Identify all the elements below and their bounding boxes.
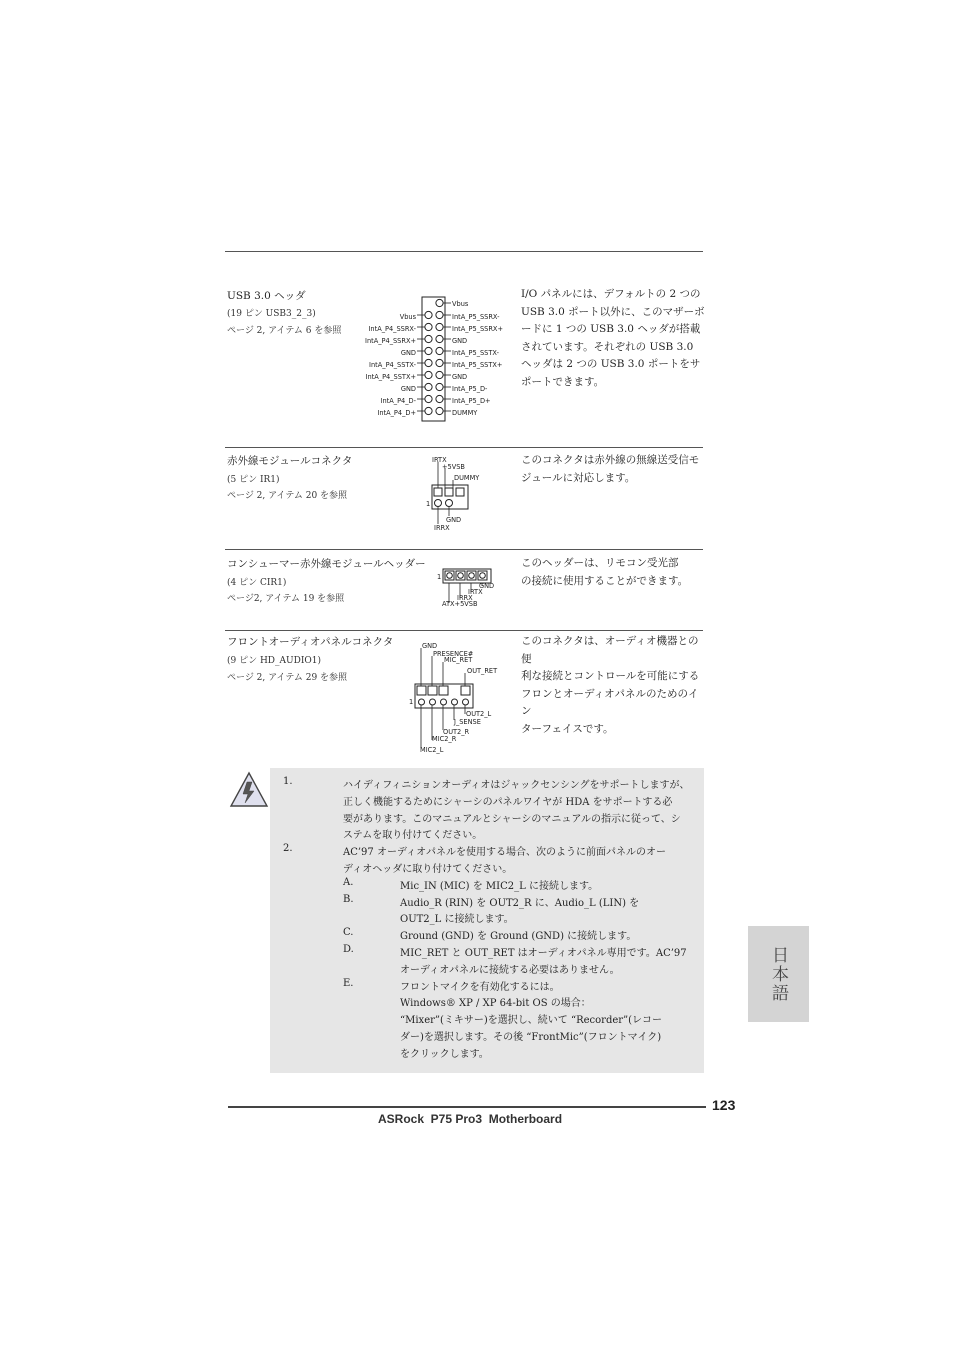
- subnote-letter: D.: [343, 944, 354, 955]
- audio-desc: このコネクタは、オーディオ機器との便 利な接続とコントロールを可能にする フロンとオーディオパネルのためのイン ターフェイスです。: [521, 635, 700, 735]
- subnote-text-line: Ground (GND) を Ground (GND) に接続します。: [400, 931, 637, 943]
- ir-title: 赤外線モジュールコネクタ: [227, 455, 353, 467]
- ir-connector-diagram: [420, 452, 500, 534]
- svg-text:ATX+5VSB: ATX+5VSB: [442, 600, 478, 608]
- subnote-text-line: ダー)を選択します。その後 “FrontMic”(フロントマイク): [400, 1032, 662, 1043]
- svg-text:GND: GND: [452, 373, 468, 381]
- svg-text:MIC2_R: MIC2_R: [432, 735, 457, 743]
- section-rule-3: [225, 549, 703, 550]
- svg-text:OUT2_L: OUT2_L: [466, 710, 492, 718]
- subnote-text-line: OUT2_L に接続します。: [400, 914, 514, 926]
- cir-title: コンシューマー赤外線モジュールヘッダー: [227, 558, 426, 570]
- svg-text:GND: GND: [446, 516, 462, 524]
- note-text-line: 要があります。このマニュアルとシャーシのマニュアルの指示に従って、シ: [343, 813, 681, 825]
- subnote-letter: C.: [343, 927, 354, 939]
- subnote-text-line: Windows® XP / XP 64-bit OS の場合：: [400, 998, 591, 1010]
- usb-pin: [436, 359, 443, 366]
- svg-text:IntA_P5_SSRX+: IntA_P5_SSRX+: [452, 325, 503, 333]
- svg-text:IntA_P4_D-: IntA_P4_D-: [380, 397, 416, 405]
- subnote-text-line: MIC_RET と OUT_RET はオーディオパネル専用です。AC’97: [400, 948, 687, 959]
- svg-text:IRTX: IRTX: [432, 456, 447, 464]
- svg-text:1: 1: [409, 698, 414, 706]
- usb-pin: [436, 395, 443, 402]
- svg-text:1: 1: [426, 500, 431, 508]
- warning-icon: [228, 770, 270, 810]
- usb3-right-labels: [452, 300, 503, 417]
- section-rule-2: [225, 447, 703, 448]
- svg-text:IntA_P5_SSTX+: IntA_P5_SSTX+: [452, 361, 503, 369]
- usb-pin: [425, 347, 432, 354]
- svg-text:+5VSB: +5VSB: [442, 463, 465, 471]
- svg-text:IRTX: IRTX: [468, 588, 483, 596]
- svg-text:Vbus: Vbus: [452, 300, 469, 308]
- ir-ref: ページ 2, アイテム 20 を参照: [227, 491, 348, 501]
- audio-ref: ページ 2, アイテム 29 を参照: [227, 673, 348, 683]
- svg-text:GND: GND: [452, 337, 468, 345]
- ir-desc: このコネクタは赤外線の無線送受信モ ジュールに対応します。: [521, 454, 700, 484]
- usb3-desc: I/O パネルには、デフォルトの 2 つの USB 3.0 ポート以外に、このマザーボ ードに 1 つの USB 3.0 ヘッダが搭載 されています。それぞれの USB 3.0 ヘッダは 2 つの USB 3.0 ポートをサ ポートできます。: [521, 288, 705, 388]
- svg-text:GND: GND: [400, 385, 416, 393]
- page-number: 123: [712, 1097, 736, 1113]
- subnote-text-line: Audio_R (RIN) を OUT2_R に、Audio_L (LIN) を: [400, 897, 640, 909]
- usb-pin: [436, 299, 443, 306]
- section-rule-4: [225, 630, 703, 631]
- cir-header-diagram: [435, 566, 505, 610]
- svg-text:IntA_P4_SSTX+: IntA_P4_SSTX+: [365, 373, 416, 381]
- svg-text:GND: GND: [400, 349, 416, 357]
- usb-pin: [425, 371, 432, 378]
- svg-text:DUMMY: DUMMY: [452, 409, 478, 417]
- usb-pin: [436, 407, 443, 414]
- usb-pin: [436, 383, 443, 390]
- note-text-line: ディオヘッダに取り付けてください。: [343, 864, 513, 875]
- subnote-letter: B.: [343, 893, 354, 905]
- usb-pin: [425, 311, 432, 318]
- ir-pins: (5 ピン IR1): [227, 475, 280, 485]
- svg-text:IntA_P5_SSTX-: IntA_P5_SSTX-: [452, 349, 499, 357]
- svg-text:1: 1: [437, 573, 442, 581]
- svg-text:OUT2_R: OUT2_R: [443, 728, 470, 736]
- note-text-line: 正しく機能するためにシャーシのパネルワイヤが HDA をサポートする必: [343, 796, 673, 808]
- usb-pin: [436, 371, 443, 378]
- language-tab[interactable]: [748, 926, 809, 1022]
- note-number: 1.: [283, 776, 293, 787]
- svg-text:GND: GND: [479, 582, 495, 590]
- svg-text:PRESENCE#: PRESENCE#: [433, 650, 474, 658]
- svg-text:MIC2_L: MIC2_L: [420, 746, 444, 754]
- language-tab-label: 日本語: [768, 945, 788, 1003]
- cir-pins: (4 ピン CIR1): [227, 578, 287, 588]
- usb3-title: USB 3.0 ヘッダ: [227, 290, 306, 302]
- svg-text:J_SENSE: J_SENSE: [454, 718, 481, 726]
- usb-pin: [425, 359, 432, 366]
- usb-pin: [436, 347, 443, 354]
- note-text-line: AC’97 オーディオパネルを使用する場合、次のように前面パネルのオー: [343, 847, 666, 859]
- svg-text:IntA_P4_SSRX-: IntA_P4_SSRX-: [368, 325, 416, 333]
- top-rule: [225, 251, 703, 252]
- audio-title: フロントオーディオパネルコネクタ: [227, 636, 394, 648]
- subnote-text-line: フロントマイクを有効化するには。: [400, 981, 560, 993]
- subnote-text-line: オーディオパネルに接続する必要はありません。: [400, 964, 620, 976]
- svg-text:MIC_RET: MIC_RET: [444, 656, 473, 664]
- usb-pin: [436, 311, 443, 318]
- subnote-letter: A.: [343, 876, 354, 888]
- note-number: 2.: [283, 843, 293, 855]
- svg-text:DUMMY: DUMMY: [454, 474, 480, 482]
- usb-pin: [425, 335, 432, 342]
- svg-text:OUT_RET: OUT_RET: [467, 667, 498, 675]
- footer-rule: [228, 1106, 706, 1108]
- subnote-text-line: Mic_IN (MIC) を MIC2_L に接続します。: [400, 880, 599, 892]
- usb-pin: [425, 395, 432, 402]
- svg-text:IntA_P4_SSRX+: IntA_P4_SSRX+: [365, 337, 416, 345]
- svg-text:IRRX: IRRX: [434, 524, 450, 532]
- audio-connector-diagram: [405, 640, 505, 756]
- svg-text:IntA_P4_SSTX-: IntA_P4_SSTX-: [369, 361, 416, 369]
- usb-pin: [425, 323, 432, 330]
- footer-product: ASRock P75 Pro3 Motherboard: [378, 1112, 563, 1126]
- usb-pin: [425, 383, 432, 390]
- note-text-line: ハイディフィニションオーディオはジャックセンシングをサポートしますが、: [343, 780, 690, 791]
- subnote-letter: E.: [343, 977, 354, 989]
- svg-text:GND: GND: [422, 642, 438, 650]
- usb3-ref: ページ 2, アイテム 6 を参照: [227, 326, 342, 336]
- note-text-line: ステムを取り付けてください。: [343, 830, 483, 842]
- usb3-pins: (19 ピン USB3_2_3): [227, 309, 316, 319]
- svg-text:IntA_P5_D+: IntA_P5_D+: [452, 397, 491, 405]
- cir-ref: ページ2, アイテム 19 を参照: [227, 594, 345, 604]
- svg-text:IntA_P5_D-: IntA_P5_D-: [452, 385, 488, 393]
- usb3-header-diagram: [355, 294, 515, 424]
- usb3-left-labels: [365, 313, 417, 417]
- svg-text:IntA_P5_SSRX-: IntA_P5_SSRX-: [452, 313, 500, 321]
- subnote-text-line: “Mixer”(ミキサー)を選択し、続いて “Recorder”(レコー: [400, 1015, 663, 1027]
- svg-text:IntA_P4_D+: IntA_P4_D+: [377, 409, 416, 417]
- subnote-text-line: をクリックします。: [400, 1048, 489, 1060]
- svg-text:Vbus: Vbus: [399, 313, 416, 321]
- cir-desc: このヘッダーは、リモコン受光部 の接続に使用することができます。: [521, 557, 689, 587]
- usb-pin: [425, 407, 432, 414]
- usb-pin: [436, 335, 443, 342]
- audio-pins: (9 ピン HD_AUDIO1): [227, 656, 321, 666]
- usb-pin: [436, 323, 443, 330]
- svg-text:IRRX: IRRX: [457, 594, 473, 602]
